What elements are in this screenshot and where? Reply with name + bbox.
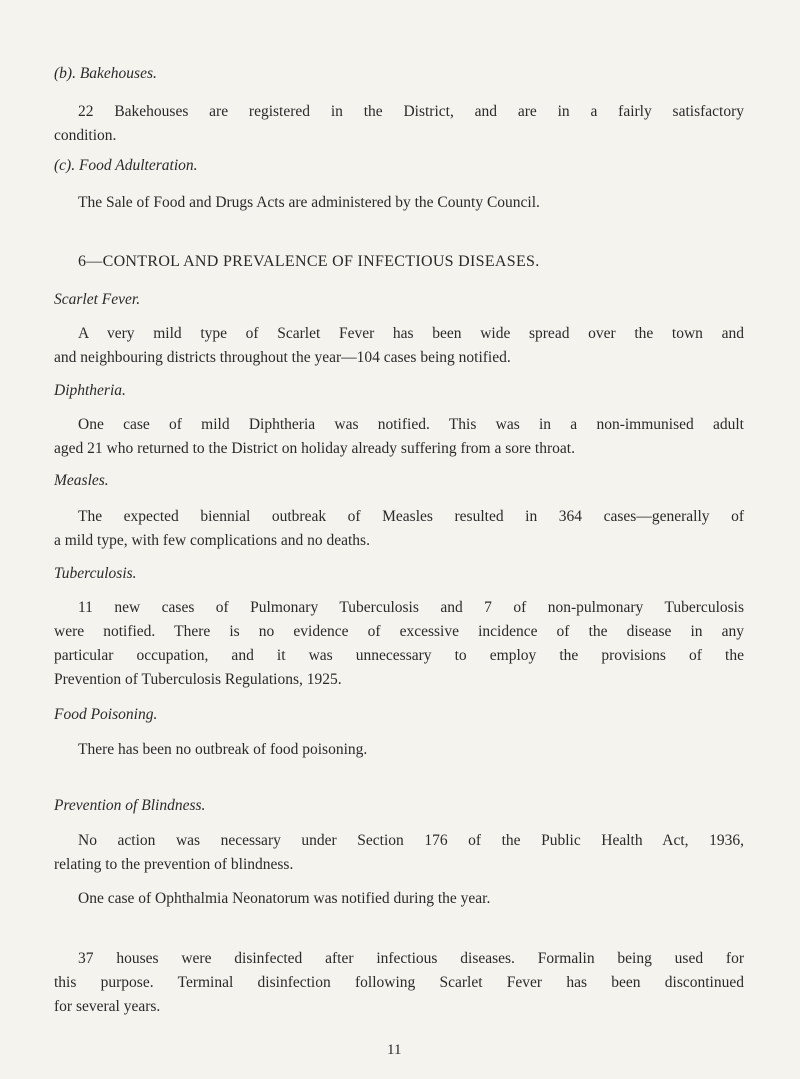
paragraph-line: and neighbouring districts throughout the year—104 cases being notified.	[54, 349, 511, 366]
paragraph-line: 22 Bakehouses are registered in the District, and are in a fairly satisfactory	[78, 103, 744, 120]
paragraph-line: condition.	[54, 127, 117, 144]
ophthalmia-paragraph	[54, 887, 744, 911]
paragraph-line: A very mild type of Scarlet Fever has been wide spread over the town and	[78, 325, 744, 342]
paragraph-line: a mild type, with few complications and no deaths.	[54, 532, 370, 549]
paragraph-line: The expected biennial outbreak of Measles resulted in 364 cases—generally of	[78, 508, 744, 525]
prevention-of-blindness-heading: Prevention of Blindness.	[54, 797, 206, 814]
section-title: 6—CONTROL AND PREVALENCE OF INFECTIOUS DISEASES.	[78, 253, 540, 270]
bakehouses-paragraph	[54, 100, 744, 148]
scarlet-fever-heading: Scarlet Fever.	[54, 291, 141, 308]
paragraph-line: Prevention of Tuberculosis Regulations, 1925.	[54, 671, 342, 688]
food-poisoning-heading: Food Poisoning.	[54, 706, 158, 723]
paragraph-line: relating to the prevention of blindness.	[54, 856, 294, 873]
bakehouses-heading: (b). Bakehouses.	[54, 65, 157, 82]
tuberculosis-paragraph	[54, 596, 744, 692]
scarlet-fever-paragraph	[54, 322, 744, 370]
prevention-of-blindness-paragraph	[54, 829, 744, 877]
paragraph-line: this purpose. Terminal disinfection following Scarlet Fever has been discontinued	[54, 974, 744, 991]
measles-paragraph	[54, 505, 744, 553]
food-adulteration-heading: (c). Food Adulteration.	[54, 157, 198, 174]
paragraph-line: particular occupation, and it was unnecessary to employ the provisions of the	[54, 647, 744, 664]
food-adulteration-paragraph	[54, 191, 744, 215]
paragraph-line: for several years.	[54, 998, 161, 1015]
paragraph-line: were notified. There is no evidence of excessive incidence of the disease in any	[54, 623, 744, 640]
paragraph-line: The Sale of Food and Drugs Acts are administered by the County Council.	[78, 194, 540, 211]
paragraph-line: aged 21 who returned to the District on holiday already suffering from a sore throat.	[54, 440, 575, 457]
food-poisoning-paragraph	[54, 738, 744, 762]
paragraph-line: One case of Ophthalmia Neonatorum was notified during the year.	[78, 890, 491, 907]
paragraph-line: There has been no outbreak of food poisoning.	[78, 741, 368, 758]
diphtheria-heading: Diphtheria.	[54, 382, 126, 399]
paragraph-line: One case of mild Diphtheria was notified. This was in a non-immunised adult	[78, 416, 744, 433]
page-number: 11	[387, 1042, 402, 1058]
paragraph-line: No action was necessary under Section 176 of the Public Health Act, 1936,	[78, 832, 744, 849]
diphtheria-paragraph	[54, 413, 744, 461]
disinfection-paragraph	[54, 947, 744, 1019]
tuberculosis-heading: Tuberculosis.	[54, 565, 137, 582]
paragraph-line: 37 houses were disinfected after infectious diseases. Formalin being used for	[78, 950, 744, 967]
measles-heading: Measles.	[54, 472, 109, 489]
paragraph-line: 11 new cases of Pulmonary Tuberculosis and 7 of non-pulmonary Tuberculosis	[78, 599, 744, 616]
